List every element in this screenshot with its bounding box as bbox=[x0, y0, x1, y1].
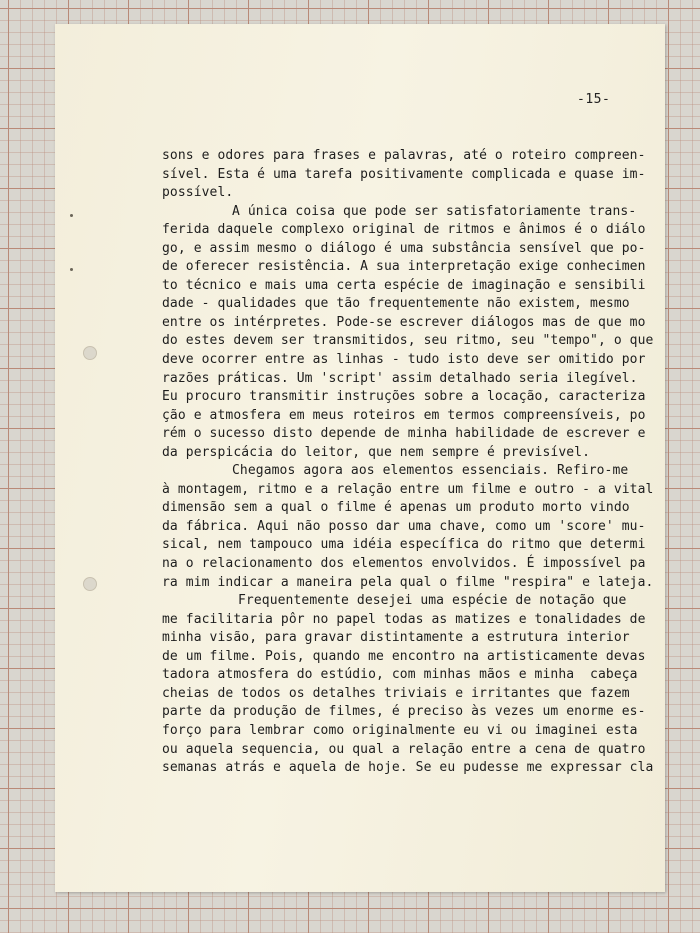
text-line: Chegamos agora aos elementos essenciais. Refiro-me bbox=[232, 463, 629, 479]
text-line: razões práticas. Um 'script' assim detalhado seria ilegível. bbox=[162, 370, 638, 386]
text-line: sical, nem tampouco uma idéia específica do ritmo que determi bbox=[162, 537, 646, 553]
punch-hole bbox=[83, 346, 97, 360]
text-line: possível. bbox=[162, 185, 234, 201]
text-line: Eu procuro transmitir instruções sobre a locação, caracteriza bbox=[162, 389, 646, 405]
text-line: cheias de todos os detalhes triviais e irritantes que fazem bbox=[162, 685, 630, 701]
text-line: parte da produção de filmes, é preciso às vezes um enorme es- bbox=[162, 704, 646, 720]
text-line: ferida daquele complexo original de ritmos e ânimos é o diálo bbox=[162, 222, 646, 238]
paper-speck bbox=[70, 214, 73, 217]
text-line: ra mim indicar a maneira pela qual o filme "respira" e lateja. bbox=[162, 574, 654, 590]
text-line: ção e atmosfera em meus roteiros em termos compreensíveis, po bbox=[162, 407, 646, 423]
text-line: à montagem, ritmo e a relação entre um filme e outro - a vital bbox=[162, 481, 654, 497]
text-line: da fábrica. Aqui não posso dar uma chave, como um 'score' mu- bbox=[162, 518, 646, 534]
page-number: -15- bbox=[577, 92, 611, 107]
text-line: semanas atrás e aquela de hoje. Se eu pudesse me expressar cla bbox=[162, 760, 654, 776]
text-line: na o relacionamento dos elementos envolvidos. É impossível pa bbox=[162, 556, 646, 572]
text-line: entre os intérpretes. Pode-se escrever diálogos mas de que mo bbox=[162, 314, 646, 330]
text-line: deve ocorrer entre as linhas - tudo isto deve ser omitido por bbox=[162, 352, 646, 368]
text-line: de um filme. Pois, quando me encontro na artisticamente devas bbox=[162, 648, 646, 664]
text-line: A única coisa que pode ser satisfatoriamente trans- bbox=[232, 203, 637, 219]
text-line: dade - qualidades que tão frequentemente não existem, mesmo bbox=[162, 296, 630, 312]
text-line: do estes devem ser transmitidos, seu ritmo, seu "tempo", o que bbox=[162, 333, 654, 349]
text-line: minha visão, para gravar distintamente a estrutura interior bbox=[162, 630, 630, 646]
text-line: forço para lembrar como originalmente eu vi ou imaginei esta bbox=[162, 722, 638, 738]
text-line: me facilitaria pôr no papel todas as matizes e tonalidades de bbox=[162, 611, 646, 627]
text-line: da perspicácia do leitor, que nem sempre é previsível. bbox=[162, 444, 591, 460]
typewritten-page bbox=[55, 24, 665, 892]
text-line: tadora atmosfera do estúdio, com minhas mãos e minha cabeça bbox=[162, 667, 638, 683]
paper-speck bbox=[70, 268, 73, 271]
text-line: sons e odores para frases e palavras, até o roteiro compreen- bbox=[162, 148, 646, 163]
text-line: Frequentemente desejei uma espécie de notação que bbox=[238, 593, 627, 609]
body-text bbox=[162, 147, 654, 778]
text-line: de oferecer resistência. A sua interpretação exige conhecimen bbox=[162, 259, 646, 275]
text-line: sível. Esta é uma tarefa positivamente complicada e quase im- bbox=[162, 166, 646, 182]
text-line: to técnico e mais uma certa espécie de imaginação e sensibili bbox=[162, 277, 646, 293]
text-line: go, e assim mesmo o diálogo é uma substância sensível que po- bbox=[162, 240, 646, 256]
text-line: rém o sucesso disto depende de minha habilidade de escrever e bbox=[162, 426, 646, 442]
punch-hole bbox=[83, 577, 97, 591]
text-line: ou aquela sequencia, ou qual a relação entre a cena de quatro bbox=[162, 741, 646, 757]
text-line: dimensão sem a qual o filme é apenas um produto morto vindo bbox=[162, 500, 630, 516]
